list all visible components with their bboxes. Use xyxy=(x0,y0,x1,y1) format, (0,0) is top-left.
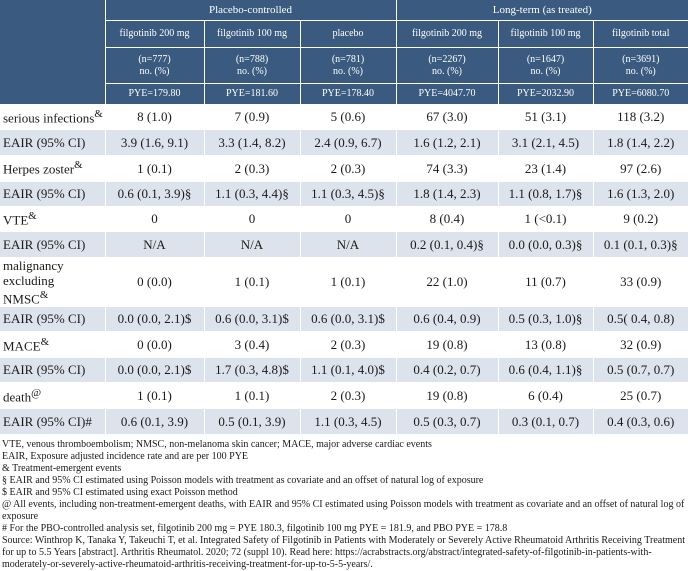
table-cell: 3 (0.4) xyxy=(204,332,300,358)
table-cell: 0 xyxy=(105,207,204,232)
table-row xyxy=(0,130,688,156)
footnote-mark: & xyxy=(28,209,37,222)
row-label xyxy=(0,207,105,232)
table-cell: 1.1 (0.1, 4.0)$ xyxy=(300,358,396,383)
table-cell: 19 (0.8) xyxy=(396,383,498,409)
table-cell: 3.3 (1.4, 8.2) xyxy=(204,130,300,156)
table-cell: 8 (0.4) xyxy=(396,207,498,232)
group-placebo-controlled: Placebo-controlled xyxy=(105,0,396,21)
table-cell: 1.6 (1.3, 2.0) xyxy=(593,182,688,207)
table-cell: 1 (0.1) xyxy=(105,156,204,182)
table-cell: 11 (0.7) xyxy=(498,258,593,307)
row-label xyxy=(0,332,105,358)
unit-label: no. (%) xyxy=(432,65,462,77)
table-cell: 2.4 (0.9, 6.7) xyxy=(300,130,396,156)
table-cell: 1 (0.1) xyxy=(300,258,396,307)
row-label xyxy=(0,232,105,258)
footnotes xyxy=(0,435,688,571)
table-row xyxy=(0,383,688,409)
table-cell: 0 (0.0) xyxy=(105,332,204,358)
table-cell: 7 (0.9) xyxy=(204,105,300,130)
column-header: filgotinib total xyxy=(593,21,688,48)
unit-label: no. (%) xyxy=(530,65,561,77)
unit-label: no. (%) xyxy=(333,65,363,77)
row-label xyxy=(0,358,105,383)
column-n xyxy=(204,48,300,84)
table-cell: 0.5 (0.1, 3.9) xyxy=(204,409,300,435)
table-row xyxy=(0,358,688,383)
table-cell: 0.1 (0.1, 0.3)§ xyxy=(593,232,688,258)
table-row xyxy=(0,332,688,358)
footnote-line: @ All events, including non-treatment-emergent deaths, with EAIR and 95% CI estimated using Poisson models with treatment as covariate and an offset of natural log of exposure xyxy=(2,499,685,523)
row-label xyxy=(0,130,105,156)
footnote-mark: & xyxy=(74,159,83,172)
table-cell: 0.6 (0.4, 0.9) xyxy=(396,307,498,332)
table-cell: 51 (3.1) xyxy=(498,105,593,130)
table-row xyxy=(0,105,688,130)
row-label-text: EAIR (95% CI) xyxy=(3,236,86,252)
table-cell: N/A xyxy=(300,232,396,258)
row-label-text: EAIR (95% CI) xyxy=(3,311,86,327)
column-header: filgotinib 100 mg xyxy=(498,21,593,48)
table-cell: 0.4 (0.3, 0.6) xyxy=(593,409,688,435)
table-body xyxy=(0,105,688,435)
table-cell: 0.0 (0.0, 2.1)$ xyxy=(105,307,204,332)
table-cell: 2 (0.3) xyxy=(204,156,300,182)
n-count: (n=3691) xyxy=(622,53,660,65)
table-cell: 3.9 (1.6, 9.1) xyxy=(105,130,204,156)
table-cell: 2 (0.3) xyxy=(300,332,396,358)
table-row xyxy=(0,182,688,207)
table-cell: 19 (0.8) xyxy=(396,332,498,358)
row-label-text: serious infections xyxy=(3,110,95,126)
table-cell: 0.6 (0.0, 3.1)$ xyxy=(204,307,300,332)
column-header: filgotinib 200 mg xyxy=(396,21,498,48)
footnote-mark: @ xyxy=(31,386,42,399)
row-label xyxy=(0,409,105,435)
unit-label: no. (%) xyxy=(625,65,656,77)
table-cell: 33 (0.9) xyxy=(593,258,688,307)
row-label-text: MACE xyxy=(3,337,41,353)
column-n xyxy=(593,48,688,84)
row-label-text: Herpes zoster xyxy=(3,161,75,177)
n-count: (n=788) xyxy=(235,53,269,65)
group-header-row xyxy=(0,0,688,21)
table-cell: 0.6 (0.1, 3.9) xyxy=(105,409,204,435)
corner-cell xyxy=(0,0,105,105)
table-cell: N/A xyxy=(204,232,300,258)
row-label-text: VTE xyxy=(3,212,29,228)
row-label-text: EAIR (95% CI) xyxy=(3,362,86,378)
table-cell: 74 (3.3) xyxy=(396,156,498,182)
table-cell: 0.3 (0.1, 0.7) xyxy=(498,409,593,435)
column-n xyxy=(105,48,204,84)
table-row xyxy=(0,232,688,258)
table-cell: 1.1 (0.8, 1.7)§ xyxy=(498,182,593,207)
footnote-line: $ EAIR and 95% CI estimated using exact Poisson method xyxy=(2,487,238,499)
column-pye: PYE=4047.70 xyxy=(396,84,498,105)
row-label xyxy=(0,383,105,409)
table-cell: 3.1 (2.1, 4.5) xyxy=(498,130,593,156)
column-pye: PYE=6080.70 xyxy=(593,84,688,105)
footnote-line: § EAIR and 95% CI estimated using Poisson models with treatment as covariate and an offset of natural log of exposure xyxy=(2,475,484,487)
table-cell: 0 (0.0) xyxy=(105,258,204,307)
footnote-line: # For the PBO-controlled analysis set, filgotinib 200 mg = PYE 180.3, filgotinib 100 mg PYE = 181.9, and PBO PYE = 178.8 xyxy=(2,523,508,535)
row-label-text: EAIR (95% CI) xyxy=(3,186,86,201)
table-cell: 0 xyxy=(300,207,396,232)
table-cell: 2 (0.3) xyxy=(300,383,396,409)
table-cell: 5 (0.6) xyxy=(300,105,396,130)
table-cell: 1.8 (1.4, 2.2) xyxy=(593,130,688,156)
table-cell: 13 (0.8) xyxy=(498,332,593,358)
footnote-line: EAIR, Exposure adjusted incidence rate and are per 100 PYE xyxy=(2,451,249,463)
n-count: (n=2267) xyxy=(428,53,466,65)
table-row xyxy=(0,258,688,307)
table-row xyxy=(0,409,688,435)
table-cell: 0.0 (0.0, 2.1)$ xyxy=(105,358,204,383)
table-cell: 118 (3.2) xyxy=(593,105,688,130)
group-long-term: Long-term (as treated) xyxy=(396,0,688,21)
table-cell: 0.5 (0.7, 0.7) xyxy=(593,358,688,383)
column-pye: PYE=2032.90 xyxy=(498,84,593,105)
n-count: (n=1647) xyxy=(526,53,565,65)
unit-label: no. (%) xyxy=(237,65,267,77)
table-cell: 0.6 (0.4, 1.1)§ xyxy=(498,358,593,383)
row-label xyxy=(0,182,105,207)
column-pye: PYE=178.40 xyxy=(300,84,396,105)
row-label-text: malignancy excluding NMSC xyxy=(3,258,64,307)
table-cell: 32 (0.9) xyxy=(593,332,688,358)
row-label xyxy=(0,156,105,182)
table-cell: 0.5 (0.3, 0.7) xyxy=(396,409,498,435)
row-label xyxy=(0,258,105,307)
table-cell: 1 (0.1) xyxy=(204,383,300,409)
table-cell: N/A xyxy=(105,232,204,258)
table-cell: 0.6 (0.0, 3.1)$ xyxy=(300,307,396,332)
table-cell: 0.6 (0.1, 3.9)§ xyxy=(105,182,204,207)
table-cell: 9 (0.2) xyxy=(593,207,688,232)
table-cell: 25 (0.7) xyxy=(593,383,688,409)
footnote-mark: & xyxy=(39,289,49,301)
table-cell: 1.1 (0.3, 4.5) xyxy=(300,409,396,435)
table-cell: 0.5 (0.3, 1.0)§ xyxy=(498,307,593,332)
table-cell: 1.6 (1.2, 2.1) xyxy=(396,130,498,156)
table-cell: 0 xyxy=(204,207,300,232)
table-cell: 1.1 (0.3, 4.4)§ xyxy=(204,182,300,207)
table-cell: 2 (0.3) xyxy=(300,156,396,182)
column-n xyxy=(498,48,593,84)
table-row xyxy=(0,156,688,182)
table-cell: 6 (0.4) xyxy=(498,383,593,409)
n-count: (n=781) xyxy=(331,53,365,65)
table-cell: 97 (2.6) xyxy=(593,156,688,182)
table-cell: 1 (<0.1) xyxy=(498,207,593,232)
table-cell: 0.5( 0.4, 0.8) xyxy=(593,307,688,332)
table-cell: 1.8 (1.4, 2.3) xyxy=(396,182,498,207)
table-cell: 1 (0.1) xyxy=(204,258,300,307)
footnote-line: VTE, venous thromboembolism; NMSC, non-melanoma skin cancer; MACE, major adverse cardiac events xyxy=(2,439,432,451)
n-count: (n=777) xyxy=(138,53,171,65)
row-label xyxy=(0,307,105,332)
table-row xyxy=(0,307,688,332)
table-cell: 8 (1.0) xyxy=(105,105,204,130)
table-cell: 0.4 (0.2, 0.7) xyxy=(396,358,498,383)
table-cell: 0.0 (0.0, 0.3)§ xyxy=(498,232,593,258)
unit-label: no. (%) xyxy=(139,65,170,77)
column-n xyxy=(396,48,498,84)
row-label-text: death xyxy=(3,388,32,404)
column-header: placebo xyxy=(300,21,396,48)
table-row xyxy=(0,207,688,232)
footnote-mark: & xyxy=(94,107,103,120)
column-header: filgotinib 100 mg xyxy=(204,21,300,48)
row-label xyxy=(0,105,105,130)
row-label-text: EAIR (95% CI)# xyxy=(3,413,92,429)
row-label-text: EAIR (95% CI) xyxy=(3,134,86,150)
column-pye: PYE=179.80 xyxy=(105,84,204,105)
table-cell: 1.7 (0.3, 4.8)$ xyxy=(204,358,300,383)
column-pye: PYE=181.60 xyxy=(204,84,300,105)
table-cell: 23 (1.4) xyxy=(498,156,593,182)
table-cell: 22 (1.0) xyxy=(396,258,498,307)
column-header: filgotinib 200 mg xyxy=(105,21,204,48)
table-cell: 67 (3.0) xyxy=(396,105,498,130)
column-n xyxy=(300,48,396,84)
footnote-mark: & xyxy=(40,335,49,348)
footnote-line: Source: Winthrop K, Tanaka Y, Takeuchi T, et al. Integrated Safety of Filgotinib in Patients with Moderately or Severely Active Rheumatoid Arthritis Receiving Treatment for up to 5.5 Years [abstract]. Arthritis Rheumatol. 2020; 72 (suppl 10). Read here: https://acrabstracts.org/abstract/integrated-safety-of-filgotinib-in-patients-with-moderately-or-severely-active-rheumatoid-arthritis-receiving-treatment-for-up-to-5-5-years/. xyxy=(2,535,685,571)
table-cell: 1 (0.1) xyxy=(105,383,204,409)
footnote-line: & Treatment-emergent events xyxy=(2,463,122,475)
table-cell: 0.2 (0.1, 0.4)§ xyxy=(396,232,498,258)
table-cell: 1.1 (0.3, 4.5)§ xyxy=(300,182,396,207)
